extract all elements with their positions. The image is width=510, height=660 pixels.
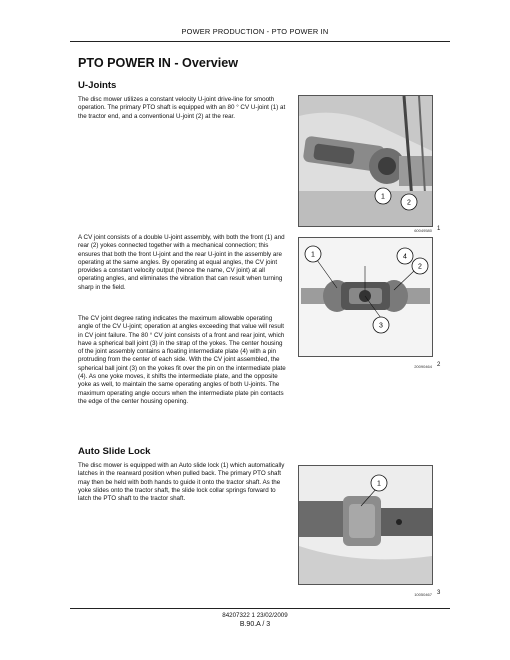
figure-1-callout-2: 2 [407, 199, 411, 207]
header-rule [70, 41, 450, 42]
figure-2-callout-2: 2 [418, 263, 422, 271]
figure-3-callout-1: 1 [377, 480, 381, 488]
figure-2-callout-4: 4 [403, 253, 407, 261]
footer-rule [70, 608, 450, 609]
figure-2-callout-1: 1 [311, 251, 315, 259]
figure-1-number: 1 [437, 226, 441, 232]
section-heading-auto-slide-lock: Auto Slide Lock [78, 446, 151, 457]
section-heading-ujoints: U-Joints [78, 80, 117, 91]
figure-2-number: 2 [437, 362, 441, 368]
footer-page-number: B.90.A / 3 [239, 621, 271, 628]
ujoints-paragraph-2: A CV joint consists of a double U-joint assembly, with both the front (1) and rear (2) yokes connected together with a mechanical connection; this ensures that both the front U-joint and the rear U-joint in the assembly are operating at the same angles. By operating at equal angles, the CV joint provides a constant velocity output (hence the name, CV joint) at all operating angles, and eliminates the vibration that can result when turning sharp in the field. [78, 234, 285, 291]
figure-1-callout-1: 1 [381, 193, 385, 201]
figure-3-photo [298, 465, 433, 585]
ujoints-paragraph-3: The CV joint degree rating indicates the maximum allowable operating angle of the CV U-joint; operation at angles exceeding that value will result in CV joint failure. The 80 ° CV joint consists of a front and rear joint, which have a spherical ball joint (3) in the strap of the yokes. The center housing of the joint assembly contains a floating intermediate plate (4) with a pin protruding from the center of each side. With the CV joint assembled, the spherical ball joint (3) on the yokes fit over the pin on the intermediate plate (4). As one yoke moves, it shifts the intermediate plate, and the opposite yoke as well, to maintain the same operating angles of both U-joints. The maximum operating angle occurs when the intermediate plate pin contacts the edge of the center housing opening. [78, 315, 286, 405]
figure-3-code: 10050467 [414, 592, 432, 597]
figure-1-code: 60049580 [414, 228, 432, 233]
figure-3-number: 3 [437, 590, 441, 596]
page-title: PTO POWER IN - Overview [78, 56, 239, 70]
figure-2-code: 20090464 [414, 364, 432, 369]
figure-2-callout-3: 3 [379, 322, 383, 330]
footer-doc-id: 84207322 1 23/02/2009 [222, 612, 288, 619]
autoslide-paragraph-1: The disc mower is equipped with an Auto slide lock (1) which automatically latches in the rearward position when pulled back. The primary PTO shaft may then be held with both hands to guide it onto the tractor shaft. As the yoke slides onto the tractor shaft, the slide lock collar springs forward to latch the PTO shaft to the tractor shaft. [78, 462, 285, 503]
ujoints-paragraph-1: The disc mower utilizes a constant velocity U-joint drive-line for smooth operation. The primary PTO shaft is equipped with an 80 ° CV U-joint (1) at the tractor end, and a conventional U-joint (2) at the rear. [78, 96, 286, 120]
running-header: POWER PRODUCTION - PTO POWER IN [181, 27, 329, 36]
figure-2-illustration [298, 237, 433, 357]
figure-1-photo [298, 95, 433, 227]
